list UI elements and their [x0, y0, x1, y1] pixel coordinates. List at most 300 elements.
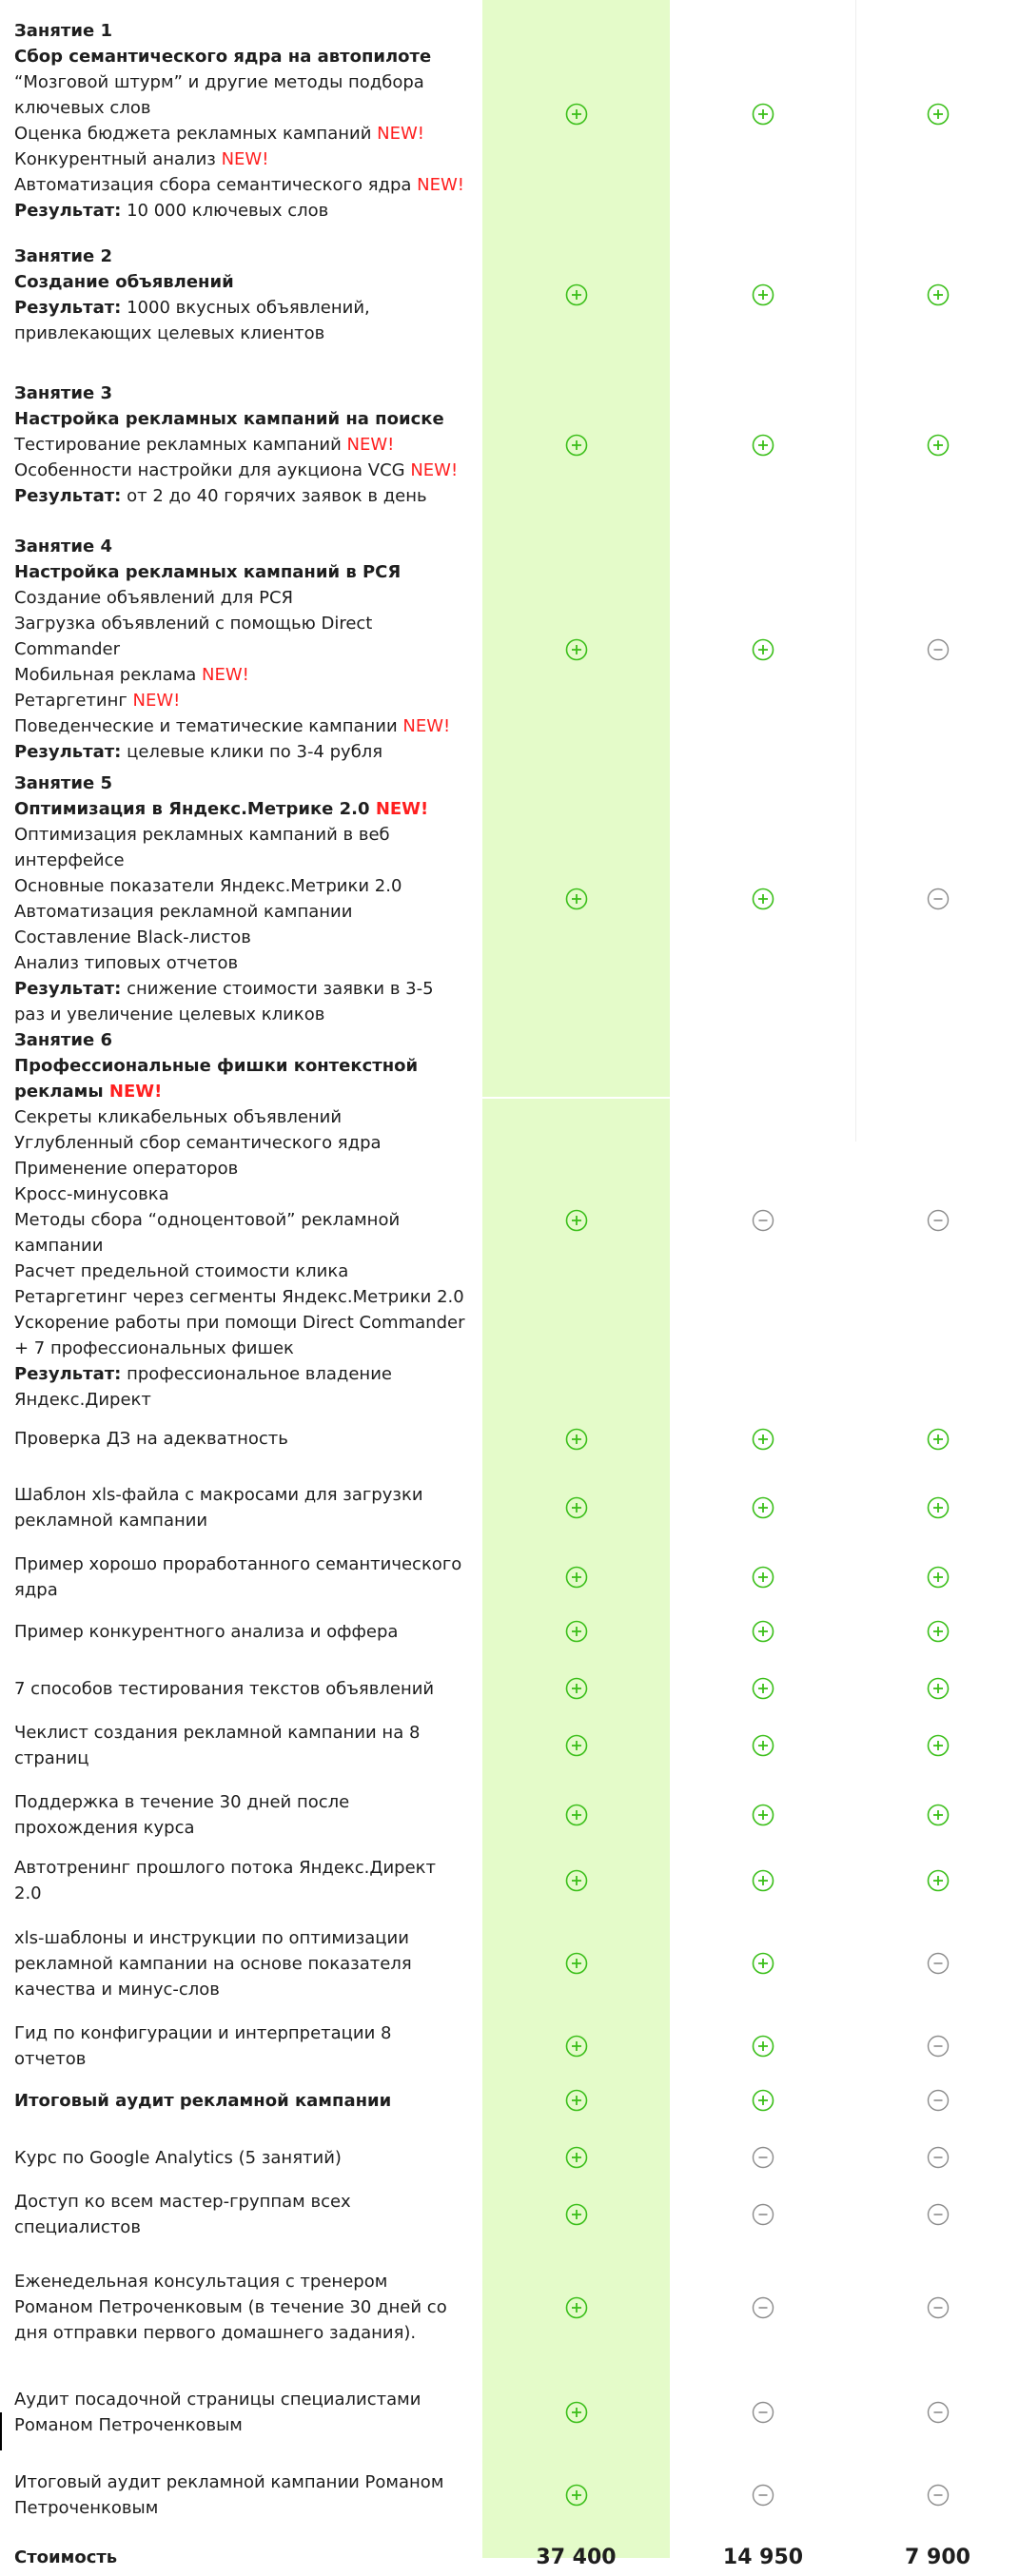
feature-line: [14, 172, 468, 198]
feature-line: [14, 198, 468, 224]
feature-text: Основные показатели Яндекс.Метрики 2.0: [14, 876, 402, 896]
plus-circle-icon: [565, 2484, 588, 2507]
feature-text: Результат:: [14, 1364, 122, 1384]
table-row: [0, 2452, 1019, 2538]
plan-1-cell: [482, 1465, 670, 1551]
new-badge: NEW!: [108, 1082, 163, 1102]
plan-2-cell: [670, 1027, 856, 1413]
plan-3-cell: [856, 1603, 1019, 1660]
feature-text: Занятие 1: [14, 21, 112, 41]
feature-text: Курс по Google Analytics (5 занятий): [14, 2147, 342, 2168]
plan-2-cell: [670, 1855, 856, 1906]
plan-2-cell: [670, 2452, 856, 2538]
minus-circle-icon: [927, 2146, 950, 2169]
feature-text: Результат:: [14, 979, 122, 999]
plan-2-cell: [670, 1660, 856, 1717]
plus-circle-icon: [565, 1869, 588, 1892]
plan-1-cell: [482, 1774, 670, 1855]
minus-circle-icon: [752, 2296, 774, 2319]
plan-1-cell: [482, 1855, 670, 1906]
feature-cell: [0, 1027, 482, 1413]
minus-circle-icon: [927, 888, 950, 910]
feature-text: Применение операторов: [14, 1159, 239, 1179]
feature-cell: [0, 1603, 482, 1660]
plan-1-cell: [482, 2243, 670, 2371]
feature-text: Создание объявлений для РСЯ: [14, 588, 294, 608]
plus-circle-icon: [565, 2089, 588, 2112]
new-badge: NEW!: [221, 149, 269, 169]
plus-circle-icon: [565, 638, 588, 661]
plan-1-cell: [482, 528, 670, 771]
feature-line: [14, 1259, 468, 1284]
plan-2-cell: [670, 2186, 856, 2243]
feature-line: [14, 1551, 468, 1603]
plus-circle-icon: [752, 1496, 774, 1519]
minus-circle-icon: [927, 2484, 950, 2507]
plus-circle-icon: [565, 1677, 588, 1700]
feature-text: Автотренинг прошлого потока Яндекс.Директ 2.0: [14, 1858, 437, 1903]
plan-1-cell: [482, 2020, 670, 2072]
plan-2-cell: [670, 0, 856, 228]
feature-line: [14, 2387, 468, 2438]
feature-line: [14, 2088, 468, 2114]
plan-2-cell: [670, 1906, 856, 2020]
plus-circle-icon: [927, 283, 950, 306]
table-row: [0, 771, 1019, 1027]
feature-line: [14, 796, 468, 822]
minus-circle-icon: [752, 2203, 774, 2226]
plan-2-cell: [670, 228, 856, 361]
feature-text: Занятие 5: [14, 773, 112, 793]
price-value-plan-1: 37 400: [536, 2545, 617, 2569]
feature-text: Методы сбора “одноцентовой” рекламной кампании: [14, 1210, 401, 1256]
plus-circle-icon: [565, 888, 588, 910]
plus-circle-icon: [752, 1677, 774, 1700]
feature-line: [14, 483, 468, 509]
plus-circle-icon: [565, 1428, 588, 1451]
plus-circle-icon: [565, 1620, 588, 1643]
plus-circle-icon: [752, 103, 774, 126]
feature-line: [14, 1482, 468, 1533]
feature-line: [14, 976, 468, 1027]
feature-text: Еженедельная консультация с тренером Романом Петроченковым (в течение 30 дней со дня отправки первого домашнего задания).: [14, 2272, 447, 2343]
feature-text: Загрузка объявлений с помощью Direct Commander: [14, 614, 373, 659]
new-badge: NEW!: [346, 435, 395, 455]
plus-circle-icon: [565, 2146, 588, 2169]
plus-circle-icon: [565, 2401, 588, 2424]
plan-3-cell: [856, 2129, 1019, 2186]
plan-2-cell: [670, 361, 856, 528]
feature-text: 7 способов тестирования текстов объявлений: [14, 1678, 435, 1699]
feature-text: 1000 вкусных объявлений, привлекающих целевых клиентов: [14, 298, 370, 343]
feature-text: Занятие 4: [14, 537, 112, 556]
feature-text: Результат:: [14, 201, 122, 221]
feature-line: [14, 688, 468, 713]
plus-circle-icon: [752, 434, 774, 457]
feature-line: [14, 269, 468, 295]
feature-cell: [0, 1717, 482, 1774]
plus-circle-icon: [927, 1566, 950, 1589]
feature-line: [14, 2269, 468, 2346]
feature-text: Ретаргетинг через сегменты Яндекс.Метрики 2.0: [14, 1287, 464, 1307]
plan-2-cell: [670, 771, 856, 1027]
plus-circle-icon: [927, 1428, 950, 1451]
table-row: [0, 1551, 1019, 1603]
feature-cell: [0, 1551, 482, 1603]
plus-circle-icon: [565, 1952, 588, 1975]
feature-text: Настройка рекламных кампаний на поиске: [14, 409, 444, 429]
minus-circle-icon: [752, 2146, 774, 2169]
plan-1-cell: [482, 2371, 670, 2452]
plan-1-cell: [482, 228, 670, 361]
plus-circle-icon: [752, 1734, 774, 1757]
feature-cell: [0, 2186, 482, 2243]
plus-circle-icon: [927, 103, 950, 126]
table-row: [0, 228, 1019, 361]
minus-circle-icon: [927, 2401, 950, 2424]
feature-line: [14, 739, 468, 765]
plan-3-cell: [856, 771, 1019, 1027]
plan-3-cell: [856, 1465, 1019, 1551]
feature-cell: [0, 771, 482, 1027]
table-row: [0, 2243, 1019, 2371]
plan-2-cell: [670, 528, 856, 771]
plan-2-cell: [670, 2020, 856, 2072]
feature-line: [14, 1720, 468, 1771]
price-label: Стоимость: [14, 2547, 118, 2567]
feature-line: [14, 1676, 468, 1702]
table-row: [0, 1906, 1019, 2020]
feature-line: [14, 873, 468, 899]
feature-text: 10 000 ключевых слов: [121, 201, 329, 221]
plus-circle-icon: [927, 1620, 950, 1643]
table-row: [0, 1855, 1019, 1906]
feature-line: [14, 1104, 468, 1130]
feature-line: [14, 406, 468, 432]
plus-circle-icon: [565, 2035, 588, 2058]
plus-circle-icon: [565, 283, 588, 306]
feature-cell: [0, 1906, 482, 2020]
plus-circle-icon: [752, 1869, 774, 1892]
plan-3-cell: [856, 2186, 1019, 2243]
feature-cell: [0, 1465, 482, 1551]
plan-1-cell: [482, 2452, 670, 2538]
feature-text: Расчет предельной стоимости клика: [14, 1261, 349, 1281]
feature-line: [14, 585, 468, 611]
feature-line: [14, 1181, 468, 1207]
feature-cell: [0, 1413, 482, 1465]
feature-text: Чеклист создания рекламной кампании на 8 страниц: [14, 1723, 421, 1768]
feature-line: [14, 295, 468, 346]
plan-3-cell: [856, 1906, 1019, 2020]
feature-text: Создание объявлений: [14, 272, 234, 292]
plan-1-cell: [482, 0, 670, 228]
feature-text: Оптимизация в Яндекс.Метрике 2.0: [14, 799, 376, 819]
feature-text: целевые клики по 3-4 рубля: [121, 742, 383, 762]
table-row: [0, 1717, 1019, 1774]
feature-line: [14, 1053, 468, 1104]
feature-text: Шаблон xls-файла с макросами для загрузки рекламной кампании: [14, 1485, 423, 1531]
feature-text: Проверка ДЗ на адекватность: [14, 1429, 288, 1449]
table-row: [0, 2020, 1019, 2072]
feature-text: от 2 до 40 горячих заявок в день: [121, 486, 427, 506]
new-badge: NEW!: [402, 716, 451, 736]
plan-1-cell: [482, 1603, 670, 1660]
plan-2-cell: [670, 1717, 856, 1774]
feature-line: [14, 1130, 468, 1156]
feature-text: Конкурентный анализ: [14, 149, 222, 169]
table-row: [0, 2371, 1019, 2452]
plan-2-cell: [670, 1413, 856, 1465]
plan-3-cell: [856, 2371, 1019, 2452]
feature-line: [14, 44, 468, 69]
plus-circle-icon: [565, 434, 588, 457]
plan-1-cell: [482, 1660, 670, 1717]
plus-circle-icon: [565, 1566, 588, 1589]
plan-1-cell: [482, 2186, 670, 2243]
feature-cell: [0, 228, 482, 361]
feature-text: Пример хорошо проработанного семантического ядра: [14, 1553, 462, 1600]
feature-text: Итоговый аудит рекламной кампании: [14, 2090, 392, 2111]
feature-text: Секреты кликабельных объявлений: [14, 1107, 343, 1127]
new-badge: NEW!: [377, 124, 424, 144]
new-badge: NEW!: [417, 175, 465, 195]
plan-2-cell: [670, 1551, 856, 1603]
feature-line: [14, 2469, 468, 2521]
minus-circle-icon: [927, 638, 950, 661]
plus-circle-icon: [752, 283, 774, 306]
plus-circle-icon: [752, 1620, 774, 1643]
plan-1-cell: [482, 1027, 670, 1413]
plus-circle-icon: [927, 434, 950, 457]
feature-line: [14, 432, 468, 458]
plan-1-cell: [482, 1551, 670, 1603]
plan-3-cell: [856, 0, 1019, 228]
feature-cell: [0, 2129, 482, 2186]
feature-cell: [0, 2072, 482, 2129]
plan-2-cell: [670, 1774, 856, 1855]
plan-3-cell: [856, 361, 1019, 528]
plan-3-cell: [856, 1660, 1019, 1717]
feature-text: Тестирование рекламных кампаний: [14, 435, 347, 455]
plus-circle-icon: [565, 1734, 588, 1757]
feature-text: Особенности настройки для аукциона VCG: [14, 460, 411, 480]
feature-text: Настройка рекламных кампаний в РСЯ: [14, 562, 402, 582]
feature-line: [14, 18, 468, 44]
plan-3-cell: [856, 2072, 1019, 2129]
plus-circle-icon: [565, 1496, 588, 1519]
table-row: [0, 528, 1019, 771]
minus-circle-icon: [752, 2484, 774, 2507]
feature-text: Ретаргетинг: [14, 691, 133, 711]
minus-circle-icon: [927, 2035, 950, 2058]
feature-text: Анализ типовых отчетов: [14, 953, 239, 973]
feature-text: Автоматизация рекламной кампании: [14, 902, 353, 922]
new-badge: NEW!: [132, 691, 181, 711]
feature-cell: [0, 1660, 482, 1717]
feature-text: Занятие 2: [14, 246, 112, 266]
plus-circle-icon: [927, 1869, 950, 1892]
plus-circle-icon: [752, 2035, 774, 2058]
feature-text: Пример конкурентного анализа и оффера: [14, 1621, 399, 1642]
plus-circle-icon: [927, 1496, 950, 1519]
plan-1-cell: [482, 1413, 670, 1465]
feature-line: [14, 458, 468, 483]
plus-circle-icon: [565, 2203, 588, 2226]
plan-3-cell: [856, 1027, 1019, 1413]
minus-circle-icon: [752, 2401, 774, 2424]
feature-text: Итоговый аудит рекламной кампании Романом Петроченковым: [14, 2472, 444, 2518]
feature-line: [14, 899, 468, 925]
minus-circle-icon: [752, 1209, 774, 1232]
feature-text: Гид по конфигурации и интерпретации 8 отчетов: [14, 2023, 392, 2069]
feature-cell: [0, 1774, 482, 1855]
feature-line: [14, 1027, 468, 1053]
feature-line: [14, 146, 468, 172]
feature-text: профессиональное владение Яндекс.Директ: [14, 1364, 392, 1410]
plus-circle-icon: [752, 888, 774, 910]
feature-text: Доступ ко всем мастер-группам всех специалистов: [14, 2192, 351, 2237]
feature-text: Мобильная реклама: [14, 665, 203, 685]
minus-circle-icon: [927, 1209, 950, 1232]
feature-line: [14, 1207, 468, 1259]
feature-line: [14, 771, 468, 796]
feature-text: Занятие 6: [14, 1030, 112, 1050]
table-row: [0, 2186, 1019, 2243]
plus-circle-icon: [927, 1804, 950, 1826]
feature-line: [14, 1789, 468, 1841]
table-row: [0, 361, 1019, 528]
plan-3-cell: [856, 1551, 1019, 1603]
feature-line: [14, 925, 468, 950]
plan-3-cell: [856, 1774, 1019, 1855]
price-row: [0, 2538, 1019, 2576]
plan-1-cell: [482, 361, 670, 528]
plus-circle-icon: [752, 1952, 774, 1975]
plus-circle-icon: [565, 2296, 588, 2319]
plus-circle-icon: [752, 1428, 774, 1451]
feature-line: [14, 1855, 468, 1906]
plan-1-cell: [482, 771, 670, 1027]
feature-line: [14, 1336, 468, 1361]
feature-line: [14, 534, 468, 559]
plan-1-cell: [482, 2072, 670, 2129]
feature-text: Кросс-минусовка: [14, 1184, 169, 1204]
plan-1-cell: [482, 1717, 670, 1774]
table-row: [0, 1774, 1019, 1855]
feature-cell: [0, 0, 482, 228]
minus-circle-icon: [927, 2089, 950, 2112]
table-row: [0, 1413, 1019, 1465]
feature-text: Профессиональные фишки контекстной рекламы: [14, 1056, 419, 1102]
feature-line: [14, 244, 468, 269]
feature-line: [14, 559, 468, 585]
plan-2-cell: [670, 2129, 856, 2186]
feature-text: Занятие 3: [14, 383, 112, 403]
price-value-plan-3: 7 900: [905, 2545, 970, 2569]
minus-circle-icon: [927, 2203, 950, 2226]
plan-2-cell: [670, 2371, 856, 2452]
feature-line: [14, 662, 468, 688]
feature-text: xls-шаблоны и инструкции по оптимизации рекламной кампании на основе показателя качества и минус-слов: [14, 1927, 412, 2000]
feature-text: Составление Black-листов: [14, 927, 251, 947]
feature-text: Углубленный сбор семантического ядра: [14, 1133, 382, 1153]
feature-text: Поведенческие и тематические кампании: [14, 716, 403, 736]
minus-circle-icon: [927, 2296, 950, 2319]
feature-line: [14, 1925, 468, 2002]
plan-3-cell: [856, 2020, 1019, 2072]
minus-circle-icon: [927, 1952, 950, 1975]
feature-text: Результат:: [14, 486, 122, 506]
feature-text: Поддержка в течение 30 дней после прохождения курса: [14, 1791, 350, 1838]
feature-text: Оценка бюджета рекламных кампаний: [14, 124, 378, 144]
plus-circle-icon: [565, 1804, 588, 1826]
plus-circle-icon: [565, 1209, 588, 1232]
plan-3-cell: [856, 1855, 1019, 1906]
plan-3-cell: [856, 228, 1019, 361]
feature-line: [14, 2020, 468, 2072]
price-value-plan-2: 14 950: [722, 2545, 804, 2569]
feature-line: [14, 2189, 468, 2240]
table-row: [0, 1465, 1019, 1551]
new-badge: NEW!: [410, 460, 459, 480]
plus-circle-icon: [752, 638, 774, 661]
feature-text: снижение стоимости заявки в 3-5 раз и увеличение целевых кликов: [14, 979, 434, 1025]
feature-line: [14, 1361, 468, 1413]
feature-line: [14, 713, 468, 739]
plan-3-cell: [856, 2452, 1019, 2538]
plus-circle-icon: [752, 1566, 774, 1589]
feature-line: [14, 822, 468, 873]
feature-line: [14, 1426, 468, 1452]
plus-circle-icon: [752, 2089, 774, 2112]
feature-text: Результат:: [14, 742, 122, 762]
feature-cell: [0, 2020, 482, 2072]
plus-circle-icon: [927, 1677, 950, 1700]
feature-cell: [0, 2452, 482, 2538]
new-badge: NEW!: [375, 799, 429, 819]
feature-line: [14, 2145, 468, 2171]
plus-circle-icon: [927, 1734, 950, 1757]
feature-line: [14, 1619, 468, 1645]
plan-2-cell: [670, 2072, 856, 2129]
feature-cell: [0, 2371, 482, 2452]
feature-cell: [0, 2243, 482, 2371]
feature-text: Оптимизация рекламных кампаний в веб интерфейсе: [14, 825, 390, 870]
feature-text: Автоматизация сбора семантического ядра: [14, 175, 418, 195]
table-row: [0, 1603, 1019, 1660]
plan-2-cell: [670, 2243, 856, 2371]
plan-2-cell: [670, 1465, 856, 1551]
table-row: [0, 2129, 1019, 2186]
feature-line: [14, 121, 468, 146]
feature-text: Сбор семантического ядра на автопилоте: [14, 47, 432, 67]
feature-text: + 7 профессиональных фишек: [14, 1338, 294, 1358]
table-row: [0, 1660, 1019, 1717]
plus-circle-icon: [565, 103, 588, 126]
feature-line: [14, 69, 468, 121]
plan-3-cell: [856, 2243, 1019, 2371]
feature-line: [14, 1156, 468, 1181]
feature-line: [14, 381, 468, 406]
plan-3-cell: [856, 528, 1019, 771]
plan-3-cell: [856, 1717, 1019, 1774]
feature-line: [14, 1284, 468, 1310]
feature-cell: [0, 1855, 482, 1906]
feature-text: Ускорение работы при помощи Direct Commander: [14, 1313, 465, 1333]
plan-2-cell: [670, 1603, 856, 1660]
feature-cell: [0, 528, 482, 771]
